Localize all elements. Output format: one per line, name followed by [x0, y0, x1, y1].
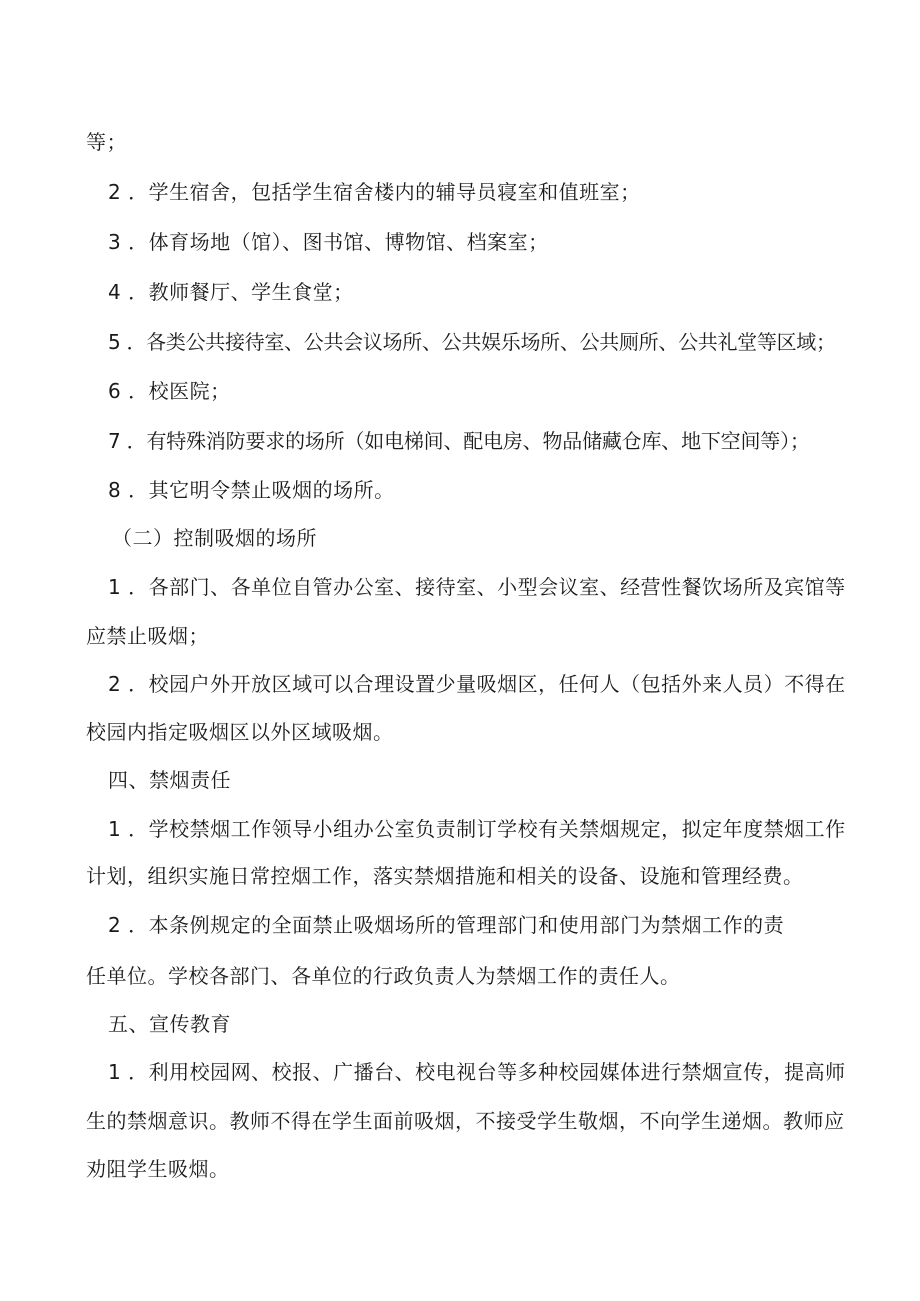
paragraph-edu-1-line-1: 1 ．利用校园网、校报、广播台、校电视台等多种校园媒体进行禁烟宣传，提高师: [108, 1060, 846, 1084]
list-item-7-fire: 7 ．有特殊消防要求的场所（如电梯间、配电房、物品储藏仓库、地下空间等）；: [108, 429, 810, 453]
line-continuation: 等；: [86, 130, 127, 154]
list-item-3-venues: 3 ．体育场地（馆）、图书馆、博物馆、档案室；: [108, 230, 549, 254]
list-item-5-public: 5 ．各类公共接待室、公共会议场所、公共娱乐场所、公共厕所、公共礼堂等区域；: [108, 330, 836, 354]
paragraph-control-1-line-2: 应禁止吸烟；: [86, 624, 209, 648]
list-item-8-other: 8 ．其它明令禁止吸烟的场所。: [108, 478, 395, 502]
paragraph-control-1-line-1: 1 ．各部门、各单位自管办公室、接待室、小型会议室、经营性餐饮场所及宾馆等: [108, 575, 846, 599]
list-item-4-canteen: 4 ．教师餐厅、学生食堂；: [108, 280, 354, 304]
paragraph-resp-1-line-2: 计划，组织实施日常控烟工作，落实禁烟措施和相关的设备、设施和管理经费。: [86, 864, 804, 888]
paragraph-resp-1-line-1: 1 ．学校禁烟工作领导小组办公室负责制订学校有关禁烟规定，拟定年度禁烟工作: [108, 817, 846, 841]
paragraph-control-2-line-1: 2 ．校园户外开放区域可以合理设置少量吸烟区，任何人（包括外来人员）不得在: [108, 672, 846, 696]
list-item-6-clinic: 6 ．校医院；: [108, 379, 231, 403]
paragraph-edu-1-line-2: 生的禁烟意识。教师不得在学生面前吸烟，不接受学生敬烟，不向学生递烟。教师应: [86, 1109, 845, 1133]
section-heading-control: （二）控制吸烟的场所: [112, 526, 317, 550]
section-heading-responsibility: 四、禁烟责任: [108, 768, 231, 792]
paragraph-edu-1-line-3: 劝阻学生吸烟。: [86, 1157, 230, 1181]
paragraph-resp-2-line-1: 2 ．本条例规定的全面禁止吸烟场所的管理部门和使用部门为禁烟工作的责: [108, 913, 785, 937]
list-item-2-dorms: 2 ．学生宿舍，包括学生宿舍楼内的辅导员寝室和值班室；: [108, 180, 641, 204]
paragraph-resp-2-line-2: 任单位。学校各部门、各单位的行政负责人为禁烟工作的责任人。: [86, 964, 681, 988]
paragraph-control-2-line-2: 校园内指定吸烟区以外区域吸烟。: [86, 720, 394, 744]
section-heading-education: 五、宣传教育: [108, 1012, 231, 1036]
